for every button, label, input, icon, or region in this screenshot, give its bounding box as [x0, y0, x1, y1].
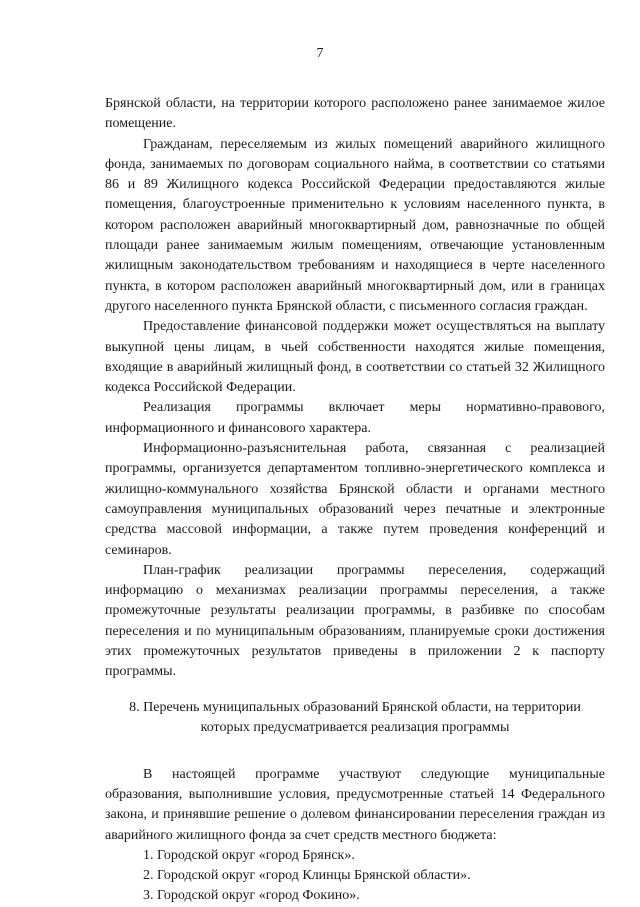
paragraph: Брянской области, на территории которого расположено ранее занимаемое жилое помещение.: [105, 96, 605, 132]
section-intro-paragraph: В настоящей программе участвуют следующие муниципальные образования, выполнившие условия, предусмотренные статьей 14 Федерального закона, и принявшие решение о долевом финансировании переселения граждан из аварийного жилищного фонда за счет средств местного бюджета:: [105, 766, 605, 843]
municipality-list: [105, 846, 605, 907]
paragraph: Информационно-разъяснительная работа, связанная с реализацией программы, организуется департаментом топливно-энергетического комплекса и жилищно-коммунального хозяйства Брянской области и органами местного самоуправления муниципальных образований через печатные и электронные средства массовой информации, а также путем проведения конференций и семинаров.: [105, 441, 605, 558]
paragraph: Гражданам, переселяемым из жилых помещений аварийного жилищного фонда, занимаемых по договорам социального найма, в соответствии со статьями 86 и 89 Жилищного кодекса Российской Федерации предоставляются жилые помещения, благоустроенные применительно к условиям населенного пункта, в котором расположен аварийный многоквартирный дом, равнозначные по общей площади ранее занимаемым жилым помещениям, отвечающие установленным жилищным законодательством требованиям и находящиеся в черте населенного пункта, в котором расположен аварийный многоквартирный дом, или в границах другого населенного пункта Брянской области, с письменного согласия граждан.: [105, 136, 605, 314]
page-number: 7: [316, 46, 324, 61]
list-item: 3. Городской округ «город Фокино».: [143, 888, 360, 904]
list-item: 2. Городской округ «город Клинцы Брянской области».: [143, 868, 471, 884]
paragraph: Реализация программы включает меры нормативно-правового, информационного и финансового характера.: [105, 400, 605, 436]
section-heading-line: 8. Перечень муниципальных образований Брянской области, на территории: [129, 699, 581, 715]
list-item: 1. Городской округ «город Брянск».: [143, 847, 355, 863]
document-body: [105, 94, 605, 907]
section-heading-line: которых предусматривается реализация программы: [200, 719, 510, 735]
paragraph: Предоставление финансовой поддержки может осуществляться на выплату выкупной цены лицам, в чьей собственности находятся жилые помещения, входящие в аварийный жилищный фонд, в соответствии со статьей 32 Жилищного кодекса Российской Федерации.: [105, 319, 605, 396]
paragraph: План-график реализации программы переселения, содержащий информацию о механизмах реализации программы переселения, а также промежуточные результаты реализации программы, в разбивке по способам переселения и по муниципальным образованиям, планируемые сроки достижения этих промежуточных результатов приведены в приложении 2 к паспорту программы.: [105, 562, 605, 680]
section-heading: [105, 698, 605, 738]
